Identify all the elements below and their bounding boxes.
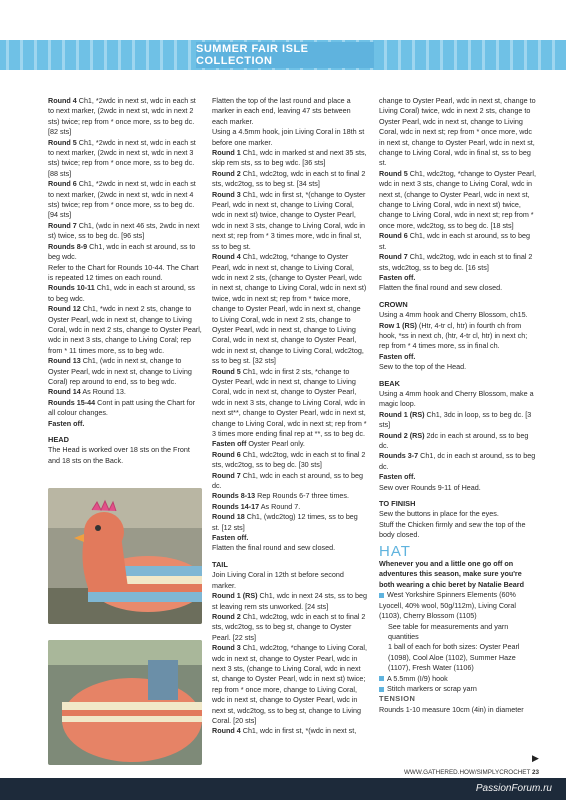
yarn-table-note: See table for measurements and yarn quantities xyxy=(388,621,509,641)
beak-round-1: Round 1 (RS) Ch1, 3dc in loop, ss to beg dc. [3 sts] xyxy=(379,409,532,430)
round-3: Round 3 Ch1, wdc in first st, *(change to Oyster Pearl, wdc in next st, change to Living Coral, wdc in next st) twice, change to Oyster Pearl, wdc in next 3 sts, change to Living Coral, wdc in next st; rep from * 3 times more, wdc in final st, ss to beg st. xyxy=(212,189,366,251)
crown-row-1: Row 1 (RS) (Htr, 4-tr cl, htr) in fourth ch from hook, *ss in next ch, (htr, 4-tr cl, htr) in next ch; rep from * 4 times more, ss in final ch. xyxy=(379,320,528,351)
round-4: Round 4 Ch1, wdc2tog, *change to Oyster Pearl, wdc in next st, change to Living Coral, wdc in next 2 sts, (change to Oyster Pearl, wdc in next st, change to Living Coral, wdc in next st) twice, wdc in next st; rep from * twice more, change to Oyster Pearl, wdc in next st, change to Living Coral, wdc in next 2 sts, change to Oyster Pearl, wdc in next st, change to Living Coral, wdc in next st, change to Oyster Pearl, wdc in next st, change to Living Coral, wdc2tog, ss to beg st. [32 sts] xyxy=(212,252,367,366)
round-7: Round 7 Ch1, wdc in each st around, ss to beg dc. xyxy=(212,470,364,491)
tail-heading: TAIL xyxy=(212,559,228,569)
round-7: Round 7 Ch1, (wdc in next 46 sts, 2wdc in next st) twice, ss to beg dc. [96 sts] xyxy=(48,220,200,241)
continue-arrow-icon: ▶ xyxy=(532,753,539,763)
beak-fasten-off: Fasten off. xyxy=(379,472,416,482)
bullet-icon xyxy=(379,687,384,692)
tail-round-5: Round 5 Ch1, wdc2tog, *change to Oyster Pearl, wdc in next 3 sts, change to Living Coral, wdc in next st, (change to Oyster Pearl, wdc in next st, change to Living Coral, wdc in next st) twice, change to Living Coral, wdc in next st; rep from * once more, wdc2tog, ss to beg dc. [18 sts] xyxy=(379,168,536,230)
fasten-off: Fasten off. xyxy=(48,418,85,428)
bullet-icon xyxy=(379,593,384,598)
bullet-icon xyxy=(379,676,384,681)
fasten-off: Fasten off. xyxy=(379,272,416,282)
flatten-close: Flatten the final round and sew closed. xyxy=(212,543,336,553)
head-heading: HEAD xyxy=(48,435,69,444)
join-note: Using a 4.5mm hook, join Living Coral in 18th st before one marker. xyxy=(212,127,365,147)
round-2: Round 2 Ch1, wdc2tog, wdc in each st to final 2 sts, wdc2tog, ss to beg st. [34 sts] xyxy=(212,168,366,189)
rounds-10-11: Rounds 10-11 Ch1, wdc in each st around, ss to beg wdc. xyxy=(48,283,196,303)
round-4-cont: change to Oyster Pearl, wdc in next st, change to Living Coral) twice, wdc in next 2 sts, change to Oyster Pearl, wdc in next st, change to Living Coral, wdc in next st; rep from * once more, wdc in next st, change to Oyster Pearl, wdc in next st, change to Living Coral, wdc in final st, ss to beg st. xyxy=(379,96,536,168)
chart-note: Refer to the Chart for Rounds 10-44. The Chart is repeated 12 times on each round. xyxy=(48,262,199,282)
round-6: Round 6 Ch1, wdc2tog, wdc in each st to final 2 sts, wdc2tog, ss to beg dc. [30 sts] xyxy=(212,449,366,470)
round-18: Round 18 Ch1, (wdc2tog) 12 times, ss to beg st. [12 sts] xyxy=(212,512,358,532)
round-14: Round 14 As Round 13. xyxy=(48,387,126,397)
tension-text: Rounds 1-10 measure 10cm (4in) in diameter xyxy=(379,704,524,714)
rounds-8-9: Rounds 8-9 Ch1, wdc in each st around, ss to beg wdc. xyxy=(48,241,196,262)
crown-intro: Using a 4mm hook and Cherry Blossom, ch15. xyxy=(379,310,528,320)
crown-heading: CROWN xyxy=(379,299,408,309)
head-text: The Head is worked over 18 sts on the Front and 18 sts on the Back. xyxy=(48,445,190,465)
footer-url: WWW.GATHERED.HOW/SIMPLYCROCHET xyxy=(403,769,531,776)
markers-bullet: Stitch markers or scrap yarn xyxy=(379,684,539,694)
round-13: Round 13 Ch1, (wdc in next st, change to Oyster Pearl, wdc in next st, change to Living Coral) rep around to end, ss to beg wdc. xyxy=(48,356,192,386)
hat-intro: Whenever you and a little one go off on adventures this season, make sure you're both wearing a chic beret by Natalie Beard xyxy=(379,559,524,589)
yarn-bullet: West Yorkshire Spinners Elements (60% Lyocell, 40% wool, 50g/112m), Living Coral (1103), Cherry Blossom (1105) xyxy=(379,590,517,621)
tension-heading: TENSION xyxy=(379,694,416,704)
hook-bullet: A 5.5mm (I/9) hook xyxy=(379,674,539,684)
yarn-extra: 1 ball of each for both sizes: Oyster Pearl (1098), Cool Aloe (1102), Summer Haze (1107), Fresh Water (1106) xyxy=(388,642,520,673)
rounds-8-13: Rounds 8-13 Rep Rounds 6-7 three times. xyxy=(212,491,350,501)
finish-eyes: Sew the buttons in place for the eyes. xyxy=(379,509,499,519)
flatten-close: Flatten the final round and sew closed. xyxy=(379,283,503,293)
page-footer xyxy=(379,769,539,776)
crown-fasten-off: Fasten off. xyxy=(379,351,416,361)
column-2 xyxy=(212,96,367,737)
tail-round-4: Round 4 Ch1, wdc in first st, *(wdc in next st, xyxy=(212,726,357,736)
beak-sew: Sew over Rounds 9-11 of Head. xyxy=(379,482,481,492)
tail-round-2: Round 2 Ch1, wdc2tog, wdc in each st to final 2 sts, wdc2tog, ss to beg st, change to Oyster Pearl. [22 sts] xyxy=(212,611,366,642)
beak-intro: Using a 4mm hook and Cherry Blossom, make a magic loop. xyxy=(379,388,534,409)
hat-photo xyxy=(48,640,202,765)
tail-join: Join Living Coral in 12th st before second marker. xyxy=(212,570,344,590)
hat-heading: HAT xyxy=(379,542,411,560)
chicken-photo xyxy=(48,488,202,624)
round-1: Round 1 Ch1, wdc in marked st and next 35 sts, skip rem sts, ss to beg wdc. [36 sts] xyxy=(212,148,367,168)
flatten-note: Flatten the top of the last round and place a marker in each end, leaving 47 sts between each marker. xyxy=(212,96,351,126)
tail-round-1: Round 1 (RS) Ch1, wdc in next 24 sts, ss to beg st leaving rem sts unworked. [24 sts] xyxy=(212,591,367,611)
round-6: Round 6 Ch1, *2wdc in next st, wdc in each st to next marker, (2wdc in next st, wdc in next 4 sts) twice; rep from * once more, ss to beg dc. [94 sts] xyxy=(48,179,196,220)
beak-rounds-3-7: Rounds 3-7 Ch1, dc in each st around, ss to beg dc. xyxy=(379,451,536,471)
tail-round-3: Round 3 Ch1, wdc2tog, *change to Living Coral, wdc in next st, change to Oyster Pearl, wdc in next 3 sts, (change to Living Coral, wdc in next st, change to Oyster Pearl, wdc in next st) twice; rep from * once more, change to Living Coral, wdc in next st, change to Oyster Pearl, wdc in next st, wdc2tog, ss to beg st, change to Living Coral. [20 sts] xyxy=(212,643,368,725)
finish-heading: TO FINISH xyxy=(379,499,416,509)
round-4: Round 4 Ch1, *2wdc in next st, wdc in each st to next marker, (2wdc in next st, wdc in next 2 sts) twice; rep from * once more, ss to beg dc. [82 sts] xyxy=(48,96,196,137)
beak-round-2: Round 2 (RS) 2dc in each st around, ss to beg dc. xyxy=(379,430,529,450)
tail-round-7: Round 7 Ch1, wdc2tog, wdc in each st to final 2 sts, wdc2tog, ss to beg dc. [16 sts] xyxy=(379,252,533,272)
page-number: 23 xyxy=(531,769,539,776)
beak-heading: BEAK xyxy=(379,378,400,388)
round-5: Round 5 Ch1, wdc in first 2 sts, *change to Oyster Pearl, wdc in next st, change to Living Coral, wdc in next st, change to Oyster Pearl, wdc in next 3 sts, change to Living Coral, wdc in next st**, change to Oyster Pearl, wdc in next st, change to Living Coral, wdc in next st; rep from * 3 times more ending final rep at **, ss to beg dc. xyxy=(212,366,367,438)
finish-stuff: Stuff the Chicken firmly and sew the top of the body closed. xyxy=(379,519,526,540)
column-3 xyxy=(379,96,539,715)
round-5: Round 5 Ch1, *2wdc in next st, wdc in each st to next marker, (2wdc in next st, wdc in next 3 sts) twice; rep from * once more, ss to beg dc. [88 sts] xyxy=(48,137,196,178)
column-1 xyxy=(48,96,202,466)
watermark-text: PassionForum.ru xyxy=(475,783,552,794)
rounds-14-17: Rounds 14-17 As Round 7. xyxy=(212,501,301,511)
crown-sew: Sew to the top of the Head. xyxy=(379,362,467,372)
rounds-15-44: Rounds 15-44 Cont in patt using the Chart for all colour changes. xyxy=(48,397,196,418)
round-12: Round 12 Ch1, *wdc in next 2 sts, change to Oyster Pearl, wdc in next st, change to Living Coral, wdc in next 2 sts, change to Oyster Pearl, wdc in next 3 sts, change to Living Coral; rep from * 11 times more, ss to beg wdc. xyxy=(48,304,202,355)
fasten-off: Fasten off. xyxy=(212,533,249,543)
tail-round-6: Round 6 Ch1, wdc in each st around, ss to beg st. xyxy=(379,231,531,251)
section-title: SUMMER FAIR ISLE COLLECTION xyxy=(196,42,374,68)
fasten-off-oyster: Fasten off Oyster Pearl only. xyxy=(212,439,305,449)
